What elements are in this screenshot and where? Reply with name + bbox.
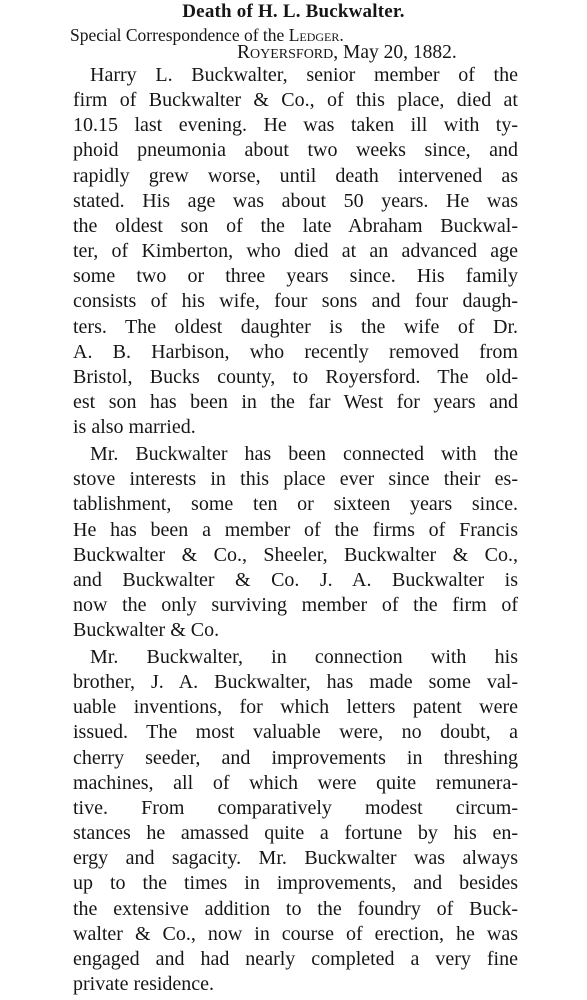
body-line: Buckwalter & Co., Sheeler, Buckwalter & Co., [73,544,518,566]
body-line: stated. His age was about 50 years. He was [73,190,518,212]
body-line: A. B. Harbison, who recently removed from [73,341,518,363]
body-line: ters. The oldest daughter is the wife of Dr. [73,316,518,338]
body-line: issued. The most valuable were, no doubt, a [73,721,518,743]
body-line: up to the times in improvements, and besides [73,872,518,894]
body-line: rapidly grew worse, until death intervened as [73,165,518,187]
body-line: Buckwalter & Co. [73,619,220,641]
body-line: He has been a member of the firms of Francis [73,519,518,541]
body-line: engaged and had nearly completed a very fine [73,948,518,970]
body-line: some two or three years since. His family [73,265,518,287]
body-line: Bristol, Bucks county, to Royersford. The old- [73,366,518,388]
body-line: consists of his wife, four sons and four daugh- [73,290,518,312]
body-line: machines, all of which were quite remunera- [73,772,518,794]
body-line: cherry seeder, and improvements in threshing [73,747,518,769]
body-line: Mr. Buckwalter has been connected with the [90,443,518,465]
body-line: tive. From comparatively modest circum- [73,797,518,819]
newspaper-name: Ledger. [288,25,344,45]
body-line: ter, of Kimberton, who died at an advanced age [73,240,518,262]
article-title: Death of H. L. Buckwalter. [182,1,405,22]
body-line: tablishment, some ten or sixteen years since. [73,493,518,515]
body-line: walter & Co., now in course of erection, he was [73,923,518,945]
body-line: est son has been in the far West for years and [73,391,518,413]
subheading-prefix: Special Correspondence of the [70,25,289,45]
body-line: stove interests in this place ever since their es- [73,468,518,490]
body-line: Mr. Buckwalter, in connection with his [90,646,518,668]
body-line: and Buckwalter & Co. J. A. Buckwalter is [73,569,518,591]
dateline-place: Royersford [237,42,334,63]
body-line: is also married. [73,416,196,438]
dateline-date: , May 20, 1882. [333,42,457,63]
body-line: 10.15 last evening. He was taken ill with ty- [73,114,518,136]
article-dateline [237,41,457,65]
body-line: firm of Buckwalter & Co., of this place, died at [73,89,518,111]
body-line: now the only surviving member of the firm of [73,594,518,616]
body-line: stances he amassed quite a fortune by his en- [73,822,518,844]
body-line: uable inventions, for which letters patent were [73,696,518,718]
body-line: phoid pneumonia about two weeks since, and [73,139,518,161]
body-line: private residence. [73,973,215,995]
body-line: the oldest son of the late Abraham Buckwal- [73,215,518,237]
body-line: the extensive addition to the foundry of Buck- [73,898,518,920]
body-line: Harry L. Buckwalter, senior member of the [90,64,518,86]
body-line: brother, J. A. Buckwalter, has made some val- [73,671,518,693]
body-line: ergy and sagacity. Mr. Buckwalter was always [73,847,518,869]
